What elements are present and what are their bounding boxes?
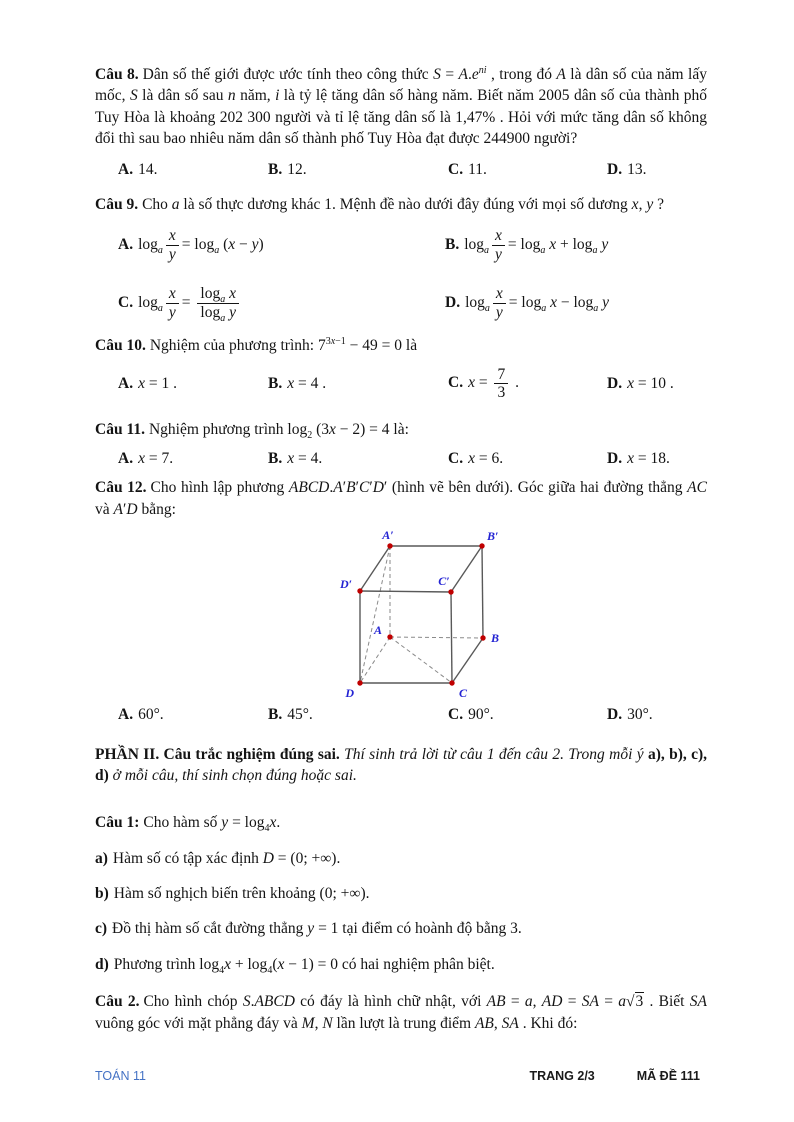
question-8-options xyxy=(95,159,707,180)
question-9-label: Câu 9. xyxy=(95,195,139,213)
part-2-section xyxy=(95,744,707,1034)
cube-visible-edges xyxy=(360,546,483,683)
question-10-text xyxy=(95,335,707,356)
question-9-option-d: D. $\log_a$ $\frac{x}{y}$ = $\log_a x - \log_a y$ xyxy=(445,285,610,321)
part-2-question-1-item-d: d) Phương trình $\log_4x + \log_4(x - 1) = 0$ có hai nghiệm phân biệt. xyxy=(95,955,495,976)
question-12-body: Cho hình lập phương ABCD.A′B′C′D′ (hình vẽ bên dưới). Góc giữa hai đường thẳng AC và A′D bằng: xyxy=(95,479,707,518)
question-11-options xyxy=(95,448,707,469)
question-11-option-c: C. x = 6. xyxy=(448,450,504,467)
part-2-question-1-item-a: a) Hàm số có tập xác định D = (0; +∞). xyxy=(95,849,341,867)
cube-vertex-label-a-prime: A′ xyxy=(382,528,394,543)
part-2-question-1-item-b: b) Hàm số nghịch biến trên khoảng (0; +∞). xyxy=(95,885,370,902)
question-9-body: Cho a là số thực dương khác 1. Mệnh đề nào dưới đây đúng với mọi số dương x, y ? xyxy=(142,195,664,213)
question-9-option-a: A. $\log_a$ $\frac{x}{y}$ = $\log_a (x - y)$ xyxy=(118,227,264,263)
page-footer xyxy=(95,1068,700,1085)
cube-figure-container xyxy=(330,524,530,704)
cube-vertex-labels xyxy=(339,528,499,700)
cube-vertex-label-c: C xyxy=(459,686,468,701)
question-11 xyxy=(95,419,707,470)
cube-vertex-label-b: B xyxy=(491,631,500,646)
exam-page-content xyxy=(95,64,707,1034)
question-8-text xyxy=(95,64,707,150)
question-10-option-b: B. x = 4 . xyxy=(268,374,327,392)
question-11-option-d: D. x = 18. xyxy=(607,450,670,467)
question-10-label: Câu 10. xyxy=(95,337,146,355)
question-12-text xyxy=(95,477,707,520)
question-11-label: Câu 11. xyxy=(95,420,145,438)
question-10-option-a: A. x = 1 . xyxy=(118,374,177,392)
question-9-option-c: C. $\log_a$ $\frac{x}{y}$ = $\frac{\log_a x}{\log_a y}$ xyxy=(118,284,445,322)
question-9-options-row1 xyxy=(95,221,707,269)
cube-vertex-dots xyxy=(357,543,485,685)
question-12-options xyxy=(95,704,707,725)
part-2-question-2-body: Cho hình chóp S.ABCD có đáy là hình chữ nhật, với AB = a, AD = SA = a√3 . Biết SA vuông góc với mặt phẳng đáy và M, N lần lượt là trung điểm AB, SA . Khi đó: xyxy=(95,993,707,1032)
cube-hidden-edges xyxy=(360,546,483,683)
part-2-question-2-text xyxy=(95,991,707,1034)
question-11-option-a: A. x = 7. xyxy=(118,450,174,467)
question-10-body: Nghiệm của phương trình: $7^{3x-1} - 49 = 0$ là xyxy=(149,336,418,355)
question-8-option-c: C. 11. xyxy=(448,160,487,178)
question-10-option-d: D. x = 10 . xyxy=(607,374,674,392)
question-8-option-b: B. 12. xyxy=(268,160,307,178)
part-2-question-1 xyxy=(95,812,707,975)
question-9-options-row2 xyxy=(95,275,707,331)
question-8-option-d: D. 13. xyxy=(607,160,647,178)
question-12-option-a: A. 60°. xyxy=(118,706,164,724)
part-2-heading: PHẦN II. Câu trắc nghiệm đúng sai. Thí sinh trả lời từ câu 1 đến câu 2. Trong mỗi ý a), b), c), d) ở mỗi câu, thí sinh chọn đúng hoặc sai. xyxy=(95,745,707,784)
cube-vertex-label-d: D xyxy=(345,686,354,701)
question-8 xyxy=(95,64,707,180)
question-12 xyxy=(95,477,707,725)
question-11-option-b: B. x = 4. xyxy=(268,450,323,467)
question-10 xyxy=(95,335,707,408)
part-2-question-1-label: Câu 1: xyxy=(95,814,140,832)
cube-vertex-label-c-prime: C′ xyxy=(438,574,450,589)
part-2-question-2 xyxy=(95,991,707,1034)
question-12-option-c: C. 90°. xyxy=(448,706,494,724)
question-8-body: Dân số thế giới được ước tính theo công thức $S = A.e^{ni}$ , trong đó A là dân số của năm lấy mốc, S là dân số sau n năm, i là tỷ lệ tăng dân số hàng năm. Biết năm 2005 dân số của thành phố Tuy Hòa là khoảng 202 300 người và tỉ lệ tăng dân số là 1,47% . Hỏi với mức tăng dân số không đổi thì sau bao nhiêu năm dân số thành phố Tuy Hòa đạt được 244900 người? xyxy=(95,64,708,148)
question-12-option-d: D. 30°. xyxy=(607,706,653,724)
cube-vertex-label-a: A xyxy=(373,623,382,638)
cube-vertex-label-d-prime: D′ xyxy=(339,577,352,592)
question-11-body: Nghiệm phương trình $\log_2 (3x - 2) = 4$ là: xyxy=(148,420,409,441)
question-10-option-c: C. x = $\frac{7}{3}$ . xyxy=(448,365,519,402)
footer-subject-label: TOÁN 11 xyxy=(95,1069,146,1083)
question-12-option-b: B. 45°. xyxy=(268,706,313,724)
question-9-option-b: B. $\log_a$ $\frac{x}{y}$ = $\log_a x + \log_a y$ xyxy=(445,227,609,263)
part-2-question-2-label: Câu 2. xyxy=(95,993,140,1011)
question-8-option-a: A. 14. xyxy=(118,160,158,178)
part-2-question-1-body: Cho hàm số $y = \log_4x$. xyxy=(143,814,281,835)
cube-figure xyxy=(330,524,530,704)
question-11-text xyxy=(95,419,707,440)
question-12-label: Câu 12. xyxy=(95,479,147,497)
question-10-options xyxy=(95,359,707,409)
question-9-text xyxy=(95,194,707,215)
question-8-label: Câu 8. xyxy=(95,66,139,83)
question-9 xyxy=(95,194,707,331)
footer-exam-code: MÃ ĐỀ 111 xyxy=(636,1069,700,1083)
part-2-question-1-text xyxy=(95,812,707,833)
part-2-question-1-item-c: c) Đồ thị hàm số cắt đường thẳng y = 1 tại điểm có hoành độ bằng 3. xyxy=(95,920,522,938)
footer-page-number: TRANG 2/3 xyxy=(529,1069,595,1083)
cube-vertex-label-b-prime: B′ xyxy=(487,529,499,544)
